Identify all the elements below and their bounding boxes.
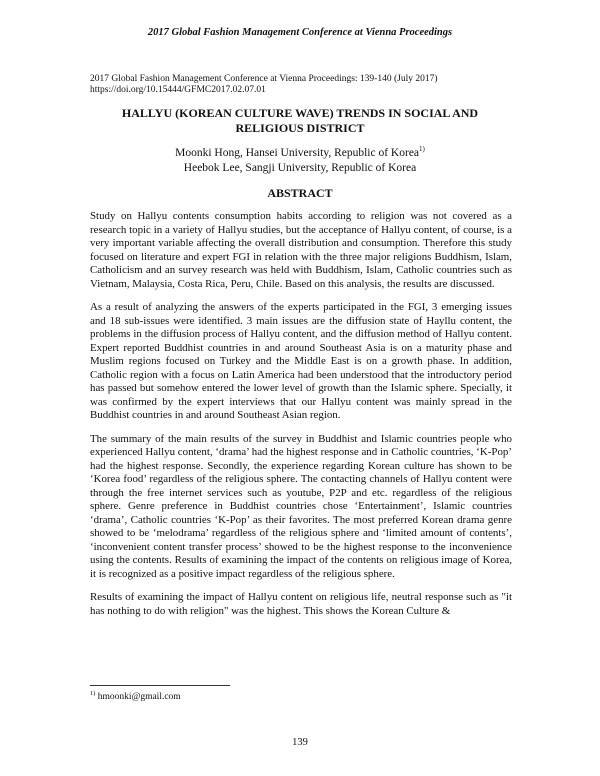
title-line-2: RELIGIOUS DISTRICT (235, 120, 365, 135)
abstract-heading: ABSTRACT (267, 186, 333, 200)
footnote-email[interactable]: hmoonki@gmail.com (97, 692, 181, 702)
author-2-name: Heebok Lee, Sangji University, Republic of Korea (183, 162, 417, 174)
author-2 (90, 161, 510, 176)
author-1 (90, 146, 510, 161)
abstract-paragraph-2: As a result of analyzing the answers of the experts participated in the FGI, 3 emerging issues and 18 sub-issues were identified. 3 main issues are the diffusion state of Hayllu content, the problems in the diffusion process of Hallyu content, and the diffusion method of Hallyu content. Expert reported Buddhist countries in and around Southeast Asia is on a maturity phase and Muslim regions focused on Turkey and the Middle East is on a growth phase. In addition, Catholic region with a focus on Latin America had been understood that the introductory period has passed but somehow entered the lower level of growth than the Islamic sphere. Specially, it was confirmed by the expert interviews that our Hallyu content was mainly spread in the Buddhist countries in and around Southeast Asian region. (90, 301, 512, 421)
citation-line: 2017 Global Fashion Management Conference at Vienna Proceedings: 139-140 (July 2017) (90, 74, 438, 84)
author-list (90, 146, 510, 176)
doi-link[interactable]: https://doi.org/10.15444/GFMC2017.02.07.01 (90, 85, 266, 95)
title-line-1: HALLYU (KOREAN CULTURE WAVE) TRENDS IN SOCIAL AND (121, 106, 479, 120)
footnote-divider (90, 685, 230, 686)
author-1-footnote-mark: 1) (419, 145, 425, 154)
abstract-body (90, 210, 512, 628)
page-number: 139 (292, 737, 308, 748)
author-1-name: Moonki Hong, Hansei University, Republic of Korea (175, 147, 420, 159)
abstract-paragraph-1: Study on Hallyu contents consumption habits according to religion was not covered as a research topic in a variety of Hallyu studies, but the acceptance of Hallyu content, of course, is a very important variable affecting the overall distribution and consumption. Therefore this study focused on literature and expert FGI in relation with the three major religions Buddhism, Islam, Catholicism and an survey research was held with Buddhism, Islam, Catholic countries such as Vietnam, Malaysia, Costa Rica, Peru, Chile. Based on this analysis, the results are discussed. (90, 210, 512, 290)
abstract-paragraph-3: The summary of the main results of the survey in Buddhist and Islamic countries people who experienced Hallyu content, ‘drama’ had the highest response and in Catholic countries, ‘K-Pop’ had the highest response. Secondly, the experience regarding Korean culture has shown to be ‘Korea food’ regardless of the religious sphere. The contacting channels of Hallyu content were through the free internet services such as youtube, P2P and etc. regardless of the religious sphere. Genre preference in Buddhist countries chose ‘Entertainment’, Islamic countries ‘drama’, Catholic countries ‘K-Pop’ as their favorites. The most preferred Korean drama genre showed to be ‘melodrama’ regardless of the religious sphere and ‘limited amount of contents’, ‘inconvenient content transfer process’ showed to be the highest response to the inconvenience using the contents. Results of examining the impact of the contents on religious image of Korea, it is recognized as a positive impact regardless of the religious sphere. (90, 432, 512, 580)
citation-block (90, 74, 530, 96)
footnote-mark: 1) (90, 689, 96, 697)
paper-title (90, 106, 510, 135)
running-header: 2017 Global Fashion Management Conference at Vienna Proceedings (147, 27, 453, 38)
footnote (90, 689, 181, 702)
abstract-paragraph-4: Results of examining the impact of Hallyu content on religious life, neutral response such as "it has nothing to do with religion" was the highest. This shows the Korean Culture & (90, 591, 512, 617)
